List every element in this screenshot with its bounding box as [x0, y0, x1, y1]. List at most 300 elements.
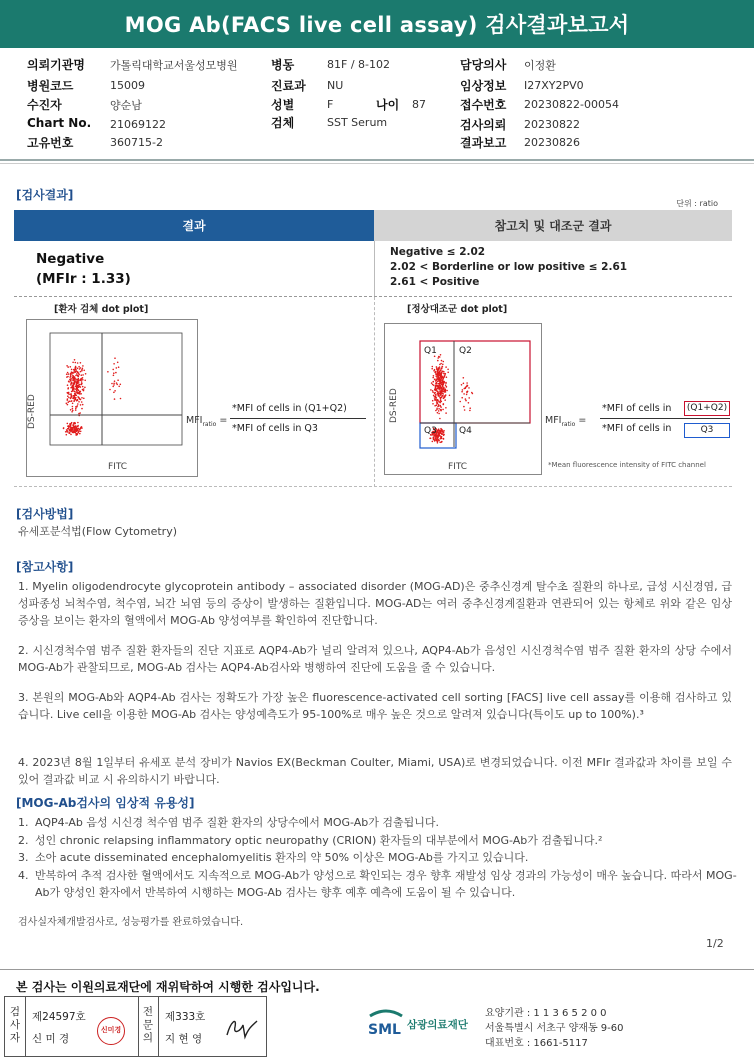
scatter-dot	[71, 369, 73, 371]
formula-line	[600, 418, 730, 419]
formula-numerator: *MFI of cells in	[602, 403, 672, 414]
scatter-dot	[82, 379, 84, 381]
info-label: 진료과	[271, 79, 306, 93]
result-column-header: 결과	[14, 210, 374, 241]
scatter-dot	[469, 410, 471, 412]
scatter-dot	[467, 385, 469, 387]
scatter-dot	[81, 401, 83, 403]
scatter-dot	[67, 399, 69, 401]
scatter-dot	[76, 384, 78, 386]
scatter-dot	[443, 371, 445, 373]
info-value: 이정환	[524, 59, 556, 72]
result-table	[14, 210, 732, 297]
scatter-dot	[438, 356, 440, 358]
scatter-dot	[66, 434, 68, 436]
scatter-dot	[438, 373, 440, 375]
scatter-dot	[70, 379, 72, 381]
validation-note: 검사실자체개발검사로, 성능평가를 완료하였습니다.	[18, 917, 244, 928]
scatter-dot	[75, 408, 77, 410]
result-value	[36, 249, 131, 289]
scatter-dot	[437, 403, 439, 405]
scatter-dot	[432, 390, 434, 392]
scatter-dot	[78, 375, 80, 377]
scatter-dot	[67, 404, 69, 406]
page-number: 1/2	[706, 937, 724, 950]
scatter-dot	[67, 393, 69, 395]
foundation-name: 삼광의료재단	[407, 1019, 468, 1031]
formula-line	[230, 418, 366, 419]
scatter-dot	[442, 433, 444, 435]
q3-label: Q3	[424, 426, 437, 436]
scatter-dot	[465, 400, 467, 402]
scatter-dot	[443, 383, 445, 385]
y-axis-label: DS-RED	[389, 388, 399, 423]
scatter-dot	[113, 383, 115, 385]
scatter-dot	[447, 369, 449, 371]
scatter-dot	[445, 382, 447, 384]
scatter-dot	[441, 368, 443, 370]
scatter-dot	[75, 385, 77, 387]
scatter-dot	[70, 384, 72, 386]
scatter-dot	[471, 392, 473, 394]
scatter-dot	[82, 365, 84, 367]
scatter-dot	[430, 389, 432, 391]
scatter-dot	[441, 401, 443, 403]
inst-address: 서울특별시 서초구 양재동 9-60	[485, 1023, 624, 1034]
scatter-dot	[66, 373, 68, 375]
scatter-dot	[81, 397, 83, 399]
scatter-dot	[77, 362, 79, 364]
scatter-dot	[66, 431, 68, 433]
scatter-dot	[70, 409, 72, 411]
note-2: 2. 시신경척수염 범주 질환 환자들의 진단 지표로 AQP4-Ab가 널리 알려져 있으나, AQP4-Ab가 음성인 시신경척수염 범주 질환 환자의 상당 수에서 MOG-Ab가 관찰되므로, MOG-Ab 검사는 AQP4-Ab검사와 병행하여 진단에 도움을 줄 수 있습니다.	[18, 644, 732, 674]
scatter-dot	[435, 380, 437, 382]
scatter-dot	[433, 437, 435, 439]
scatter-dot	[468, 397, 470, 399]
info-label: 검사의뢰	[460, 118, 507, 132]
scatter-dot	[435, 389, 437, 391]
footer-divider	[0, 969, 754, 970]
scatter-dot	[437, 441, 439, 443]
scatter-dot	[81, 374, 83, 376]
scatter-dot	[74, 398, 76, 400]
scatter-dot	[446, 390, 448, 392]
scatter-dot	[75, 366, 77, 368]
scatter-dot	[76, 390, 78, 392]
scatter-dot	[70, 387, 72, 389]
scatter-dot	[444, 399, 446, 401]
result-status: Negative	[36, 251, 105, 267]
scatter-dot	[433, 370, 435, 372]
scatter-dot	[84, 387, 86, 389]
specialist-license: 제333호	[165, 1011, 206, 1023]
scatter-dot	[66, 376, 68, 378]
dot-plot-area	[14, 297, 732, 487]
scatter-dot	[78, 428, 80, 430]
q2-label: Q2	[459, 346, 472, 356]
scatter-dot	[464, 409, 466, 411]
scatter-dot	[68, 373, 70, 375]
scatter-dot	[469, 407, 471, 409]
scatter-dot	[73, 427, 75, 429]
method-text: 유세포분석법(Flow Cytometry)	[18, 525, 178, 538]
scatter-dot	[76, 406, 78, 408]
scatter-dot	[463, 406, 465, 408]
scatter-dot	[80, 386, 82, 388]
scatter-dot	[80, 379, 82, 381]
scatter-dot	[72, 403, 74, 405]
scatter-dot	[76, 391, 78, 393]
scatter-dot	[114, 390, 116, 392]
scatter-dot	[109, 389, 111, 391]
scatter-dot	[438, 435, 440, 437]
scatter-dot	[67, 366, 69, 368]
scatter-dot	[439, 418, 441, 420]
scatter-dot	[442, 395, 444, 397]
scatter-dot	[76, 434, 78, 436]
scatter-dot	[443, 403, 445, 405]
scatter-dot	[117, 362, 119, 364]
scatter-dot	[70, 378, 72, 380]
scatter-dot	[83, 398, 85, 400]
control-dot-plot	[384, 323, 542, 475]
scatter-dot	[78, 430, 80, 432]
scatter-dot	[433, 375, 435, 377]
scatter-dot	[67, 423, 69, 425]
scatter-dot	[78, 381, 80, 383]
scatter-dot	[463, 393, 465, 395]
reference-ranges	[390, 245, 627, 290]
scatter-dot	[437, 412, 439, 414]
scatter-dot	[120, 398, 122, 400]
scatter-dot	[434, 387, 436, 389]
info-label: 병동	[271, 58, 295, 72]
scatter-dot	[438, 389, 440, 391]
scatter-dot	[432, 377, 434, 379]
note-1: 1. Myelin oligodendrocyte glycoprotein antibody – associated disorder (MOG-AD)은 중추신경계 탈수초 질환의 하나로, 급성 시신경염, 급성파종성 뇌척수염, 척수염, 뇌간 뇌염 등의 증상이 발생하는 질환입니다. MOG-AD는 여러 중추신경계질환과 연관되어 있는 항체로 위와 같은 임상 증상을 보이는 환자의 혈액에서 MOG-Ab 양성여부를 확인하여 진단합니다.	[18, 580, 732, 627]
scatter-dot	[82, 368, 84, 370]
scatter-dot	[442, 366, 444, 368]
scatter-dot	[468, 402, 470, 404]
scatter-dot	[85, 373, 87, 375]
info-value: 가톨릭대학교서울성모병원	[110, 59, 238, 72]
scatter-dot	[75, 425, 77, 427]
report-title: MOG Ab(FACS live cell assay) 검사결과보고서	[124, 13, 630, 37]
scatter-dot	[70, 366, 72, 368]
scatter-dot	[463, 377, 465, 379]
scatter-dot	[83, 388, 85, 390]
scatter-dot	[73, 380, 75, 382]
scatter-dot	[112, 369, 114, 371]
scatter-dot	[449, 395, 451, 397]
scatter-dot	[72, 408, 74, 410]
info-value: 360715-2	[110, 136, 163, 149]
age-value: 87	[412, 98, 426, 111]
scatter-dot	[74, 378, 76, 380]
scatter-dot	[459, 401, 461, 403]
list-item: 4. 반복하여 추적 검사한 혈액에서도 지속적으로 MOG-Ab가 양성으로 확인되는 경우 향후 재발성 임상 경과의 가능성이 매우 높습니다. 따라서 MOG-Ab가 양성인 환자에서 반복하여 시행하는 MOG-Ab 검사는 향후 예후 예측에 도움이 될 수 있습니다.	[18, 868, 737, 899]
scatter-dot	[118, 366, 120, 368]
scatter-dot	[441, 377, 443, 379]
scatter-dot	[70, 401, 72, 403]
scatter-dot	[443, 373, 445, 375]
formula-denominator: *MFI of cells in Q3	[232, 423, 318, 434]
scatter-dot	[71, 379, 73, 381]
scatter-dot	[443, 377, 445, 379]
scatter-dot	[77, 388, 79, 390]
scatter-dot	[435, 371, 437, 373]
scatter-dot	[432, 391, 434, 393]
scatter-dot	[434, 399, 436, 401]
info-label: 병원코드	[27, 79, 74, 93]
scatter-dot	[443, 381, 445, 383]
scatter-dot	[433, 385, 435, 387]
scatter-dot	[439, 366, 441, 368]
scatter-dot	[72, 397, 74, 399]
scatter-dot	[71, 395, 73, 397]
scatter-dot	[73, 395, 75, 397]
info-value: 양순남	[110, 99, 142, 112]
ref-positive: 2.61 < Positive	[390, 276, 480, 288]
scatter-dot	[442, 364, 444, 366]
denominator-box: Q3	[684, 423, 730, 438]
mfi-label: $MFI_{ratio}$ =	[186, 415, 228, 428]
scatter-dot	[438, 410, 440, 412]
scatter-dot	[443, 438, 445, 440]
scatter-dot	[78, 366, 80, 368]
scatter-dot	[433, 395, 435, 397]
scatter-dot	[436, 368, 438, 370]
scatter-dot	[447, 372, 449, 374]
scatter-dot	[77, 425, 79, 427]
scatter-dot	[81, 381, 83, 383]
scatter-dot	[465, 398, 467, 400]
scatter-dot	[78, 372, 80, 374]
scatter-dot	[81, 426, 83, 428]
scatter-dot	[113, 363, 115, 365]
scatter-dot	[432, 400, 434, 402]
scatter-dot	[77, 432, 79, 434]
info-label: 성별	[271, 98, 295, 112]
scatter-dot	[75, 362, 77, 364]
scatter-dot	[437, 400, 439, 402]
scatter-dot	[75, 375, 77, 377]
info-divider-thin	[0, 163, 754, 164]
scatter-dot	[440, 409, 442, 411]
unit-label: 단위 : ratio	[676, 199, 718, 208]
scatter-dot	[68, 381, 70, 383]
scatter-dot	[116, 367, 118, 369]
info-value: I27XY2PV0	[524, 79, 584, 92]
clinical-list	[18, 814, 738, 902]
scatter-dot	[78, 374, 80, 376]
scatter-dot	[438, 405, 440, 407]
tester-name: 신 미 경	[32, 1033, 70, 1045]
scatter-dot	[434, 379, 436, 381]
scatter-dot	[72, 385, 74, 387]
scatter-dot	[436, 409, 438, 411]
scatter-dot	[80, 367, 82, 369]
inst-code: 요양기관 : 1 1 3 6 5 2 0 0	[485, 1008, 607, 1019]
scatter-dot	[71, 373, 73, 375]
scatter-dot	[441, 360, 443, 362]
scatter-dot	[446, 376, 448, 378]
info-value: SST Serum	[327, 116, 388, 129]
info-value: 15009	[110, 79, 145, 92]
scatter-dot	[436, 405, 438, 407]
scatter-dot	[80, 371, 82, 373]
scatter-dot	[113, 384, 115, 386]
scatter-dot	[116, 382, 118, 384]
scatter-dot	[71, 430, 73, 432]
scatter-dot	[73, 372, 75, 374]
ref-negative: Negative ≤ 2.02	[390, 246, 486, 258]
result-heading: [검사결과]	[16, 188, 74, 202]
scatter-dot	[75, 371, 77, 373]
svg-text:SML: SML	[368, 1022, 401, 1038]
scatter-dot	[461, 397, 463, 399]
scatter-dot	[84, 380, 86, 382]
scatter-dot	[435, 394, 437, 396]
scatter-dot	[76, 400, 78, 402]
scatter-dot	[66, 429, 68, 431]
numerator-box: (Q1+Q2)	[684, 401, 730, 416]
scatter-dot	[69, 376, 71, 378]
scatter-dot	[443, 430, 445, 432]
scatter-dot	[74, 391, 76, 393]
scatter-dot	[440, 381, 442, 383]
scatter-dot	[435, 384, 437, 386]
scatter-dot	[441, 375, 443, 377]
scatter-dot	[439, 442, 441, 444]
scatter-dot	[435, 373, 437, 375]
info-value: 21069122	[110, 118, 166, 131]
scatter-dot	[78, 401, 80, 403]
scatter-dot	[439, 402, 441, 404]
scatter-dot	[433, 439, 435, 441]
scatter-dot	[71, 382, 73, 384]
scatter-dot	[430, 438, 432, 440]
scatter-dot	[70, 374, 72, 376]
scatter-dot	[112, 386, 114, 388]
clinical-heading: [MOG-Ab검사의 임상적 유용성]	[16, 796, 195, 810]
scatter-dot	[437, 439, 439, 441]
scatter-dot	[75, 427, 77, 429]
info-value: 20230822	[524, 118, 580, 131]
scatter-dot	[79, 398, 81, 400]
scatter-dot	[441, 441, 443, 443]
scatter-dot	[436, 366, 438, 368]
scatter-dot	[66, 365, 68, 367]
scatter-dot	[436, 383, 438, 385]
formula-numerator: *MFI of cells in (Q1+Q2)	[232, 403, 347, 414]
scatter-dot	[67, 388, 69, 390]
scatter-dot	[440, 374, 442, 376]
scatter-dot	[81, 383, 83, 385]
scatter-dot	[435, 396, 437, 398]
scatter-dot	[76, 373, 78, 375]
scatter-dot	[77, 368, 79, 370]
scatter-dot	[74, 431, 76, 433]
scatter-dot	[461, 384, 463, 386]
scatter-dot	[434, 392, 436, 394]
scatter-dot	[438, 408, 440, 410]
scatter-dot	[70, 393, 72, 395]
scatter-dot	[120, 384, 122, 386]
scatter-dot	[114, 357, 116, 359]
tester-license: 제24597호	[32, 1011, 86, 1023]
scatter-dot	[77, 385, 79, 387]
scatter-dot	[67, 384, 69, 386]
scatter-dot	[445, 407, 447, 409]
signature-box	[4, 996, 267, 1057]
scatter-dot	[440, 363, 442, 365]
scatter-dot	[82, 374, 84, 376]
patient-info	[0, 52, 754, 152]
scatter-dot	[73, 425, 75, 427]
scatter-dot	[73, 423, 75, 425]
mfi-label: $MFI_{ratio}$ =	[545, 415, 587, 428]
scatter-dot	[81, 408, 83, 410]
scatter-dot	[79, 392, 81, 394]
scatter-dot	[440, 430, 442, 432]
scatter-dot	[80, 362, 82, 364]
scatter-dot	[113, 375, 115, 377]
scatter-dot	[441, 387, 443, 389]
scatter-dot	[82, 386, 84, 388]
scatter-dot	[435, 438, 437, 440]
scatter-dot	[442, 409, 444, 411]
q4-label: Q4	[459, 426, 472, 436]
scatter-dot	[445, 373, 447, 375]
scatter-dot	[72, 410, 74, 412]
scatter-dot	[80, 431, 82, 433]
info-value: 20230822-00054	[524, 98, 619, 111]
scatter-dot	[72, 432, 74, 434]
scatter-dot	[434, 440, 436, 442]
scatter-dot	[75, 369, 77, 371]
scatter-dot	[437, 357, 439, 359]
ref-borderline: 2.02 < Borderline or low positive ≤ 2.61	[390, 261, 628, 273]
scatter-dot	[76, 395, 78, 397]
info-label: 검체	[271, 116, 295, 130]
scatter-dot	[113, 372, 115, 374]
seal-stamp: 신미경	[97, 1017, 125, 1045]
scatter-dot	[463, 383, 465, 385]
control-plot-caption: [정상대조군 dot plot]	[407, 304, 508, 315]
tester-role: 검사자	[9, 1006, 21, 1044]
scatter-dot	[70, 424, 72, 426]
scatter-dot	[440, 354, 442, 356]
scatter-dot	[438, 377, 440, 379]
scatter-dot	[437, 430, 439, 432]
inst-phone: 대표번호 : 1661-5117	[485, 1038, 588, 1049]
scatter-dot	[75, 409, 77, 411]
scatter-dot	[115, 372, 117, 374]
scatter-dot	[467, 391, 469, 393]
scatter-dot	[440, 394, 442, 396]
scatter-dot	[66, 403, 68, 405]
scatter-dot	[440, 405, 442, 407]
list-item: 1. AQP4-Ab 음성 시신경 척수염 범주 질환 환자의 상당수에서 MOG-Ab가 검출됩니다.	[18, 816, 440, 829]
scatter-dot	[118, 386, 120, 388]
scatter-dot	[438, 394, 440, 396]
scatter-dot	[442, 391, 444, 393]
note-4: 4. 2023년 8월 1일부터 유세포 분석 장비가 Navios EX(Beckman Coulter, Miami, USA)로 변경되었습니다. 이전 MFIr 결과값과 차이를 보일 수 있어 결과값 비교 시 유의하시기 바랍니다.	[18, 756, 732, 786]
reference-column-header: 참고치 및 대조군 결과	[374, 210, 732, 241]
entrust-notice: 본 검사는 이원의료재단에 재위탁하여 시행한 검사입니다.	[16, 980, 320, 994]
info-label: 의뢰기관명	[27, 58, 85, 72]
